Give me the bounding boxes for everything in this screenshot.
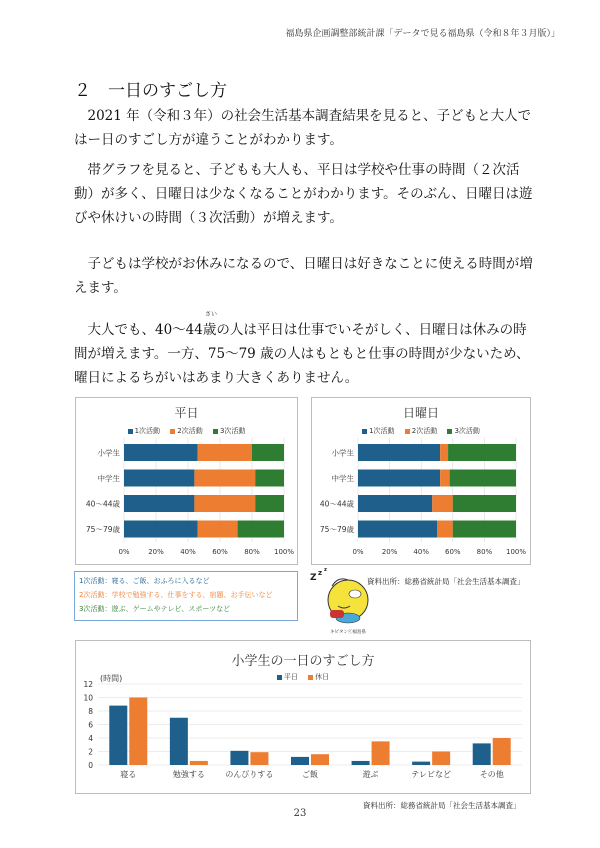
bar-segment — [124, 444, 198, 461]
paragraph-1: 2021 年（令和３年）の社会生活基本調査結果を見ると、子どもと大人ではー日のすごし方が違うことがわかります。 — [74, 108, 532, 148]
x-tick-label: 40% — [180, 548, 196, 556]
legend-label: 2次活動 — [177, 427, 203, 435]
x-tick-label: 40% — [413, 548, 429, 556]
y-tick-label: 12 — [83, 680, 93, 689]
bar-segment — [255, 470, 284, 487]
bar — [129, 698, 147, 766]
sunday-plot — [312, 398, 530, 564]
y-tick-label: 2 — [88, 747, 93, 757]
svg-text:z: z — [324, 567, 327, 573]
category-label: 40〜44歳 — [319, 499, 354, 509]
x-tick-label: 20% — [148, 548, 164, 556]
elementary-chart — [75, 640, 531, 794]
category-label: テレビなど — [411, 770, 452, 779]
bar-segment — [358, 521, 437, 538]
bar-segment — [448, 444, 516, 461]
bar-segment — [198, 444, 252, 461]
category-label: 75〜79歳 — [85, 525, 120, 534]
bar — [493, 738, 511, 765]
bar-segment — [255, 495, 284, 512]
chart-title: 小学生の一日のすごし方 — [231, 654, 375, 669]
x-tick-label: 60% — [445, 548, 461, 556]
bar-segment — [198, 521, 238, 538]
bar-segment — [124, 495, 194, 512]
mascot-label: キビタンⓒ福島県 — [330, 630, 366, 635]
source-top: 資料出所：総務省統計局「社会生活基本調査」 — [367, 577, 525, 586]
x-tick-label: 100% — [505, 548, 527, 556]
y-tick-label: 8 — [88, 707, 93, 716]
bar-segment — [440, 470, 449, 487]
x-tick-label: 0% — [352, 548, 364, 556]
page-number: 23 — [293, 808, 307, 819]
note-first: 1次活動：寝る、ご飯、おふろに入るなど — [79, 577, 210, 585]
x-tick-label: 60% — [212, 548, 228, 556]
bar — [109, 706, 127, 765]
bar — [352, 761, 370, 765]
category-label: 遊ぶ — [362, 770, 379, 779]
note-second: 2次活動：学校で勉強する、仕事をする、宿題、お手伝いなど — [79, 591, 273, 599]
bar-segment — [432, 495, 453, 512]
bar — [412, 762, 430, 765]
category-label: 小学生 — [331, 448, 354, 458]
bar-segment — [450, 470, 516, 487]
bar-segment — [194, 470, 255, 487]
category-label: 40〜44歳 — [85, 499, 120, 509]
bar-segment — [124, 521, 198, 538]
weekday-plot — [76, 398, 297, 564]
paragraph-4: 大人でも、40〜44歳の人は平日は仕事でいそがしく、日曜日は休みの時間が増えます。一方、75〜79 歳の人はもともと仕事の時間が少ないため、曜日によるちがいはあまり大きくありません。 — [74, 322, 530, 386]
bar-segment — [358, 470, 440, 487]
category-label: 寝る — [120, 770, 137, 779]
bar — [291, 757, 309, 765]
y-tick-label: 6 — [88, 720, 93, 730]
category-label: その他 — [479, 770, 504, 779]
bar — [250, 752, 268, 765]
ruby-sai: さい — [205, 311, 218, 318]
bar — [190, 761, 208, 765]
bar — [473, 743, 491, 765]
bar-segment — [358, 444, 440, 461]
bar-segment — [440, 444, 448, 461]
bar-segment — [453, 521, 516, 538]
legend-label: 平日 — [283, 673, 298, 681]
x-tick-label: 100% — [273, 548, 295, 556]
x-tick-label: 20% — [381, 548, 398, 556]
note-third: 3次活動：遊ぶ、ゲームやテレビ、スポーツなど — [79, 605, 231, 613]
bar — [372, 741, 390, 765]
category-label: 中学生 — [97, 474, 120, 483]
page-header: 福島県企画調整部統計課「データで見る福島県（令和８年３月版）」 — [285, 29, 560, 39]
bar-segment — [194, 495, 255, 512]
activity-notes — [74, 571, 298, 621]
legend-label: 休日 — [315, 673, 330, 681]
elementary-plot — [76, 641, 530, 793]
category-label: 中学生 — [331, 474, 354, 483]
weekday-chart — [75, 397, 298, 565]
category-label: 75〜79歳 — [319, 525, 354, 534]
section-title: ２ 一日のすごし方 — [74, 81, 227, 101]
bar-segment — [453, 495, 516, 512]
bar — [230, 751, 248, 765]
legend-label: 3次活動 — [219, 427, 246, 435]
legend-label: 1次活動 — [369, 427, 395, 435]
legend-label: 2次活動 — [411, 427, 438, 435]
legend-label: 1次活動 — [134, 427, 161, 435]
y-axis-label: (時間) — [100, 674, 123, 683]
x-tick-label: 80% — [476, 548, 493, 556]
source-bottom: 資料出所：総務省統計局「社会生活基本調査」 — [363, 801, 521, 810]
x-tick-label: 80% — [244, 548, 260, 556]
y-tick-label: 0 — [88, 761, 93, 770]
chart-title: 日曜日 — [402, 406, 439, 420]
bar-segment — [238, 521, 284, 538]
bar-segment — [252, 444, 284, 461]
bar-segment — [358, 495, 432, 512]
bar-segment — [437, 521, 453, 538]
y-tick-label: 4 — [88, 734, 93, 743]
category-label: のんびりする — [225, 770, 274, 779]
category-label: 勉強する — [172, 770, 205, 779]
category-label: 小学生 — [97, 448, 120, 458]
legend-label: 3次活動 — [454, 427, 480, 435]
sunday-chart — [311, 397, 531, 565]
paragraph-3: 子どもは学校がお休みになるので、日曜日は好きなことに使える時間が増えます。 — [74, 256, 533, 296]
bar — [170, 718, 188, 765]
paragraph-2: 帯グラフを見ると、子どもも大人も、平日は学校や仕事の時間（２次活動）が多く、日曜日は少なくなることがわかります。そのぶん、日曜日は遊びや休けいの時間（３次活動）が増えます。 — [74, 162, 533, 226]
bar-segment — [124, 470, 194, 487]
x-tick-label: 0% — [118, 548, 130, 556]
category-label: ご飯 — [302, 770, 318, 779]
svg-text:z: z — [318, 569, 323, 577]
bar — [311, 754, 329, 765]
svg-text:Z: Z — [310, 573, 317, 583]
chart-title: 平日 — [174, 406, 199, 420]
bar — [432, 752, 450, 766]
y-tick-label: 10 — [83, 693, 93, 703]
